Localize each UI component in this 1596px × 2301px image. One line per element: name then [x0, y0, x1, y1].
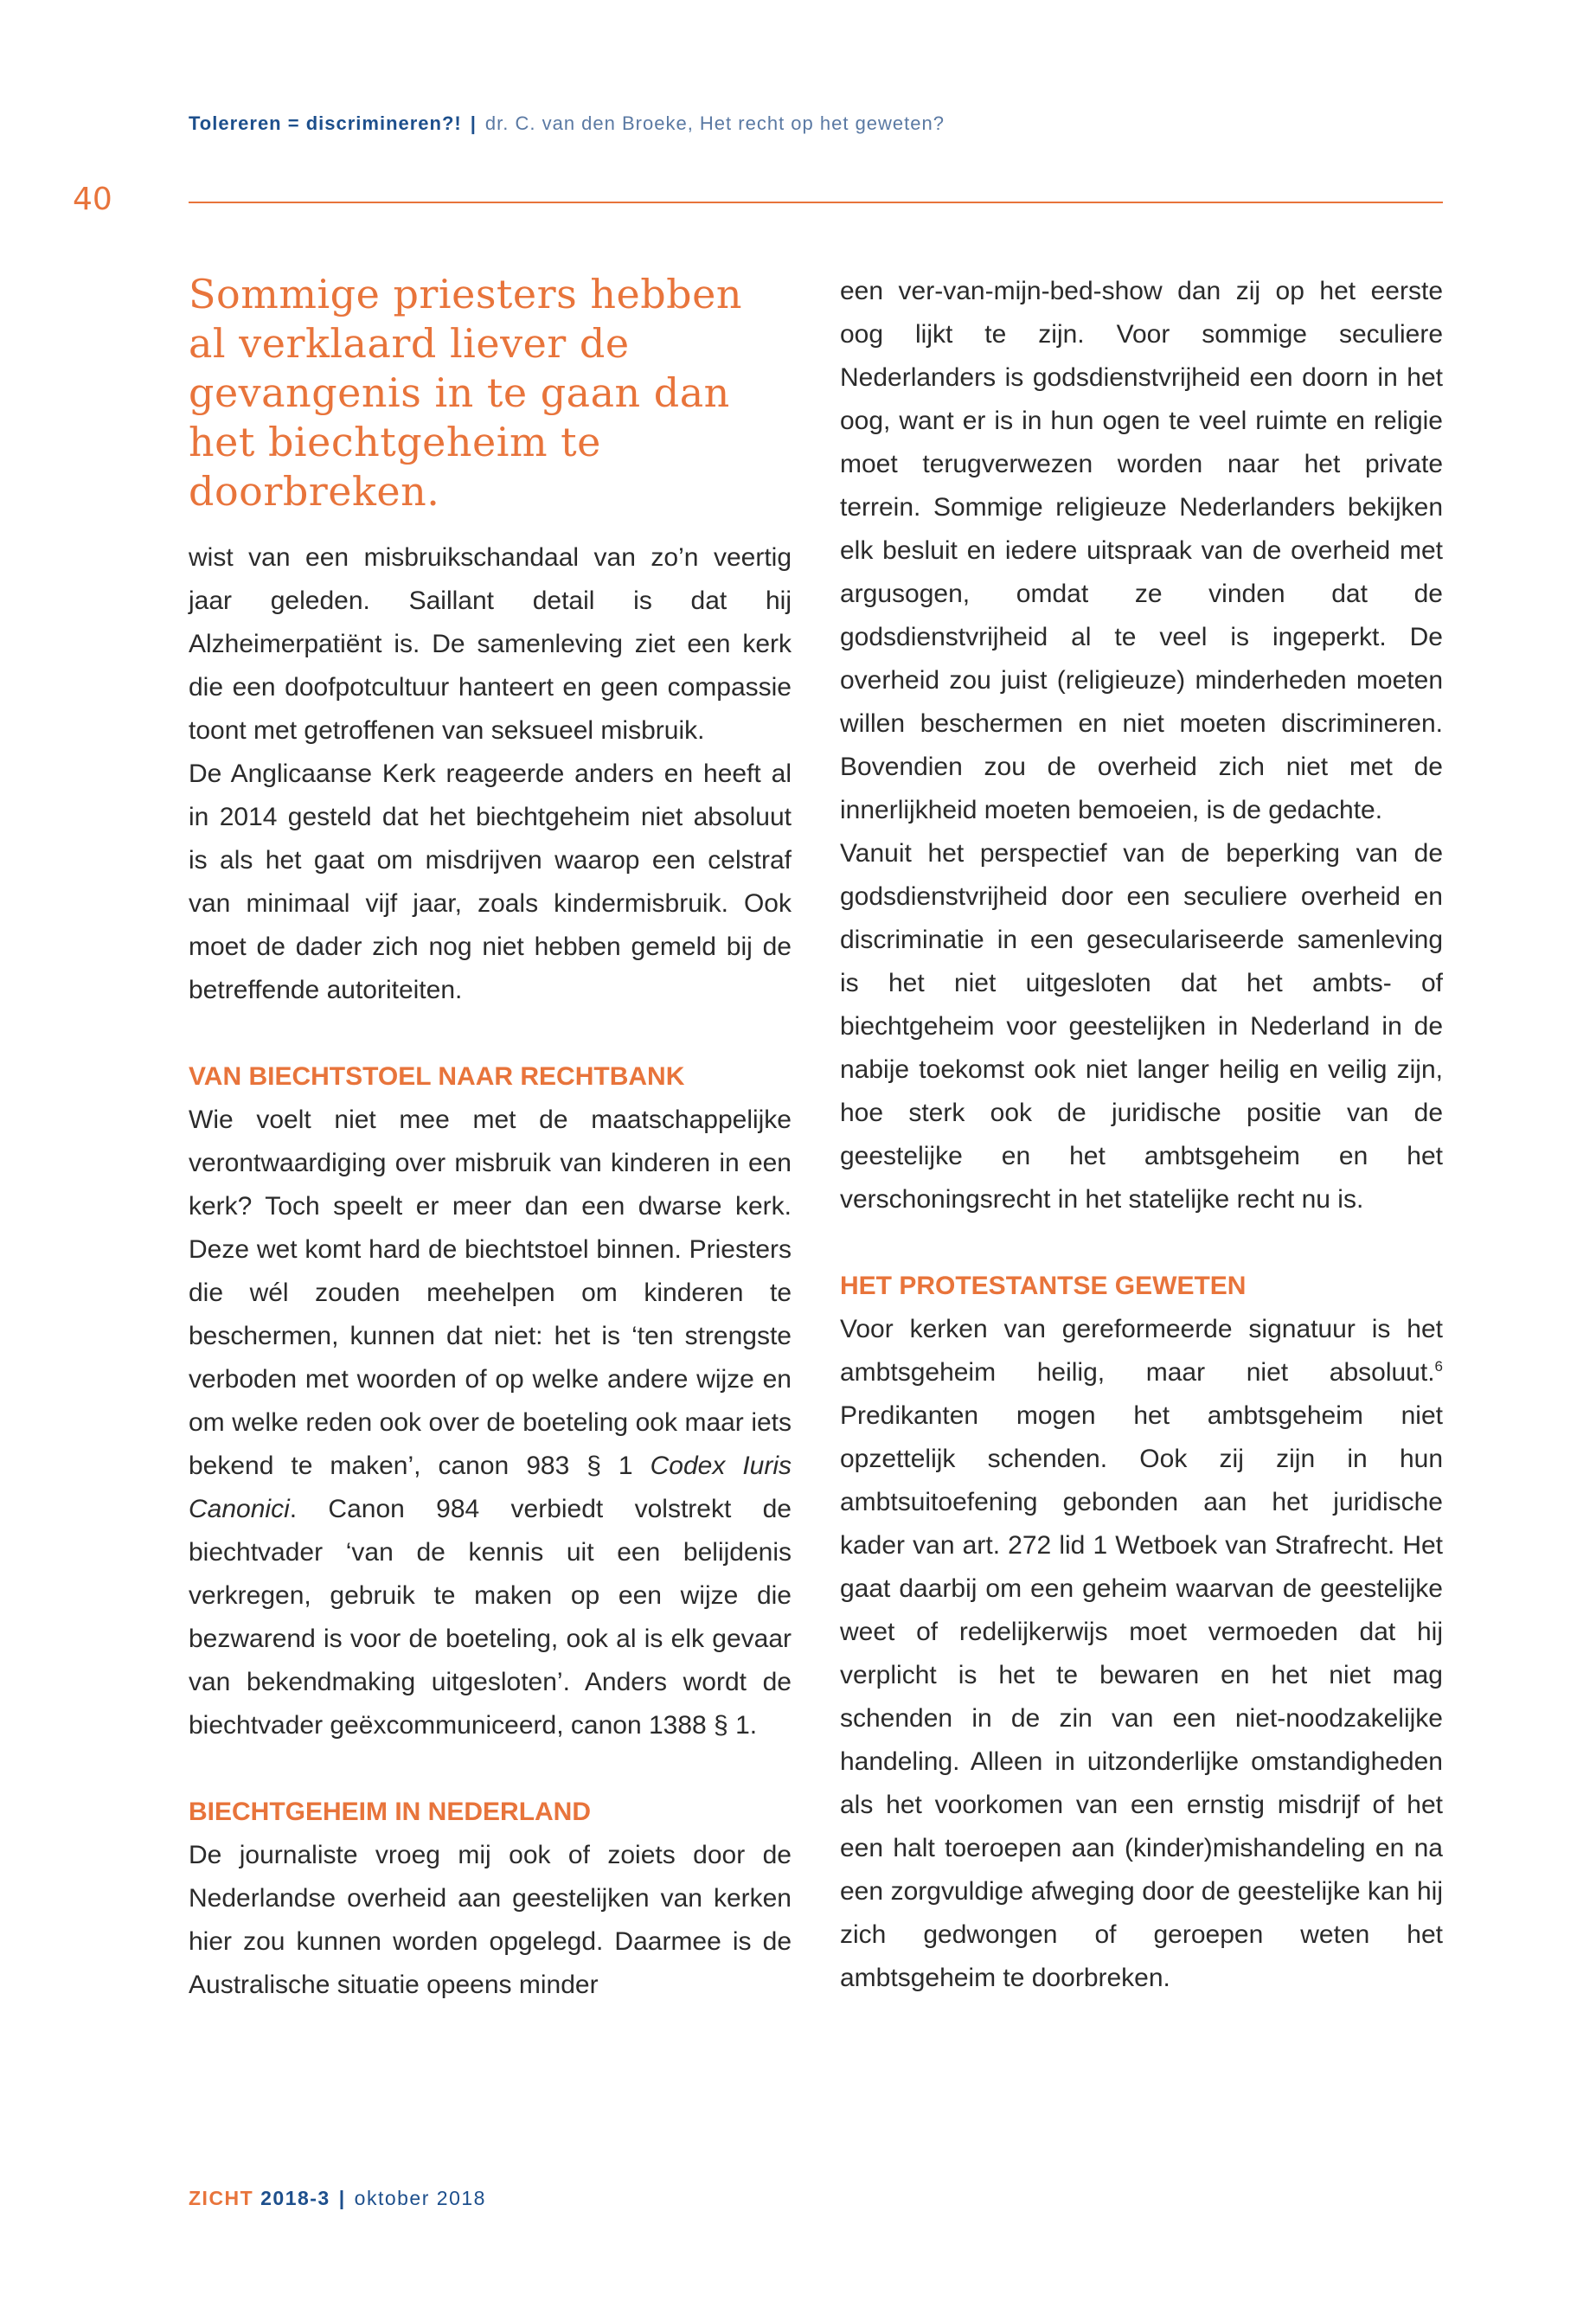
- section-heading: VAN BIECHTSTOEL NAAR RECHTBANK: [189, 1062, 685, 1091]
- magazine-name: ZICHT: [189, 2187, 254, 2209]
- issue-date: oktober 2018: [354, 2187, 486, 2209]
- running-head: [189, 112, 945, 135]
- left-column: [189, 270, 792, 2007]
- paragraph: De journaliste vroeg mij ook of zoiets door de Nederlandse overheid aan geestelijken van kerken hier zou kunnen worden opgelegd. Daarmee is de Australische situatie opeens minder: [189, 1841, 792, 1999]
- italic-citation: Codex Iuris Canonici: [189, 1452, 792, 1523]
- issue-number: 2018-3: [260, 2187, 330, 2209]
- footer-separator: |: [338, 2187, 346, 2209]
- paragraph: De Anglicaanse Kerk reageerde anders en heeft al in 2014 gesteld dat het biechtgeheim niet absoluut is als het gaat om misdrijven waarop een celstraf van minimaal vijf jaar, zoals kindermisbruik. Ook moet de dader zich nog niet hebben gemeld bij de betreffende autoriteiten.: [189, 760, 792, 1004]
- paragraph: [189, 1099, 792, 1747]
- footnote-reference[interactable]: 6: [1434, 1358, 1443, 1375]
- paragraph-text: . Canon 984 verbiedt volstrekt de biechtvader ‘van de kennis uit een belijdenis verkregen, gebruik te maken op een wijze die bezwarend is voor de boeteling, ook al is elk gevaar van bekendmaking uitgesloten’. Anders wordt de biechtvader geëxcommuniceerd, canon 1388 § 1.: [189, 1495, 792, 1740]
- header-rule: [189, 202, 1443, 203]
- paragraph-text: Wie voelt niet mee met de maatschappelijke verontwaardiging over misbruik van kinderen in een kerk? Toch speelt er meer dan een dwarse kerk. Deze wet komt hard de biechtstoel binnen. Priesters die wél zouden meehelpen om kinderen te beschermen, kunnen dat niet: het is ‘ten strengste verboden met woorden of op welke andere wijze en om welke reden ook over de boeteling ook maar iets bekend te maken’, canon 983 § 1: [189, 1106, 792, 1480]
- right-column: [840, 270, 1443, 2000]
- article-subtitle: dr. C. van den Broeke, Het recht op het geweten?: [484, 112, 945, 134]
- pull-quote: Sommige priesters hebben al verklaard liever de gevangenis in te gaan dan het biechtgeheim te doorbreken.: [189, 271, 742, 515]
- paragraph: [840, 1308, 1443, 2000]
- page-footer: [189, 2187, 486, 2210]
- header-separator: |: [470, 112, 477, 134]
- paragraph-text: Voor kerken van gereformeerde signatuur is het ambtsgeheim heilig, maar niet absoluut.: [840, 1315, 1443, 1387]
- paragraph: Vanuit het perspectief van de beperking van de godsdienstvrijheid door een seculiere overheid en discriminatie in een geseculariseerde samenleving is het niet uitgesloten dat het ambts- of biechtgeheim voor geestelijken in Nederland in de nabije toekomst ook niet langer heilig en veilig zijn, hoe sterk ook de juridische positie van de geestelijke en het ambtsgeheim en het verschoningsrecht in het statelijke recht nu is.: [840, 839, 1443, 1214]
- page-number: 40: [73, 182, 112, 217]
- paragraph: een ver-van-mijn-bed-show dan zij op het eerste oog lijkt te zijn. Voor sommige seculiere Nederlanders is godsdienstvrijheid een doorn in het oog, want er is in hun ogen te veel ruimte en religie moet terugverwezen worden naar het private terrein. Sommige religieuze Nederlanders bekijken elk besluit en iedere uitspraak van de overheid met argusogen, omdat ze vinden dat de godsdienstvrijheid al te veel is ingeperkt. De overheid zou juist (religieuze) minderheden moeten willen beschermen en niet moeten discrimineren. Bovendien zou de overheid zich niet met de innerlijkheid moeten bemoeien, is de gedachte.: [840, 277, 1443, 824]
- paragraph: wist van een misbruikschandaal van zo’n veertig jaar geleden. Saillant detail is dat hij Alzheimerpatiënt is. De samenleving ziet een kerk die een doofpotcultuur hanteert en geen compassie toont met getroffenen van seksueel misbruik.: [189, 543, 792, 745]
- series-title: Tolereren = discrimineren?!: [189, 112, 462, 134]
- section-heading: BIECHTGEHEIM IN NEDERLAND: [189, 1798, 592, 1826]
- section-heading: HET PROTESTANTSE GEWETEN: [840, 1272, 1247, 1300]
- paragraph-text: Predikanten mogen het ambtsgeheim niet opzettelijk schenden. Ook zij zijn in hun ambtsuitoefening gebonden aan het juridische kader van art. 272 lid 1 Wetboek van Strafrecht. Het gaat daarbij om een geheim waarvan de geestelijke weet of redelijkerwijs moet vermoeden dat hij verplicht is het te bewaren en het niet mag schenden in de zin van een niet-noodzakelijke handeling. Alleen in uitzonderlijke omstandigheden als het voorkomen van een ernstig misdrijf of het een halt toeroepen aan (kinder)mishandeling en na een zorgvuldige afweging door de geestelijke kan hij zich gedwongen of geroepen weten het ambtsgeheim te doorbreken.: [840, 1401, 1443, 1992]
